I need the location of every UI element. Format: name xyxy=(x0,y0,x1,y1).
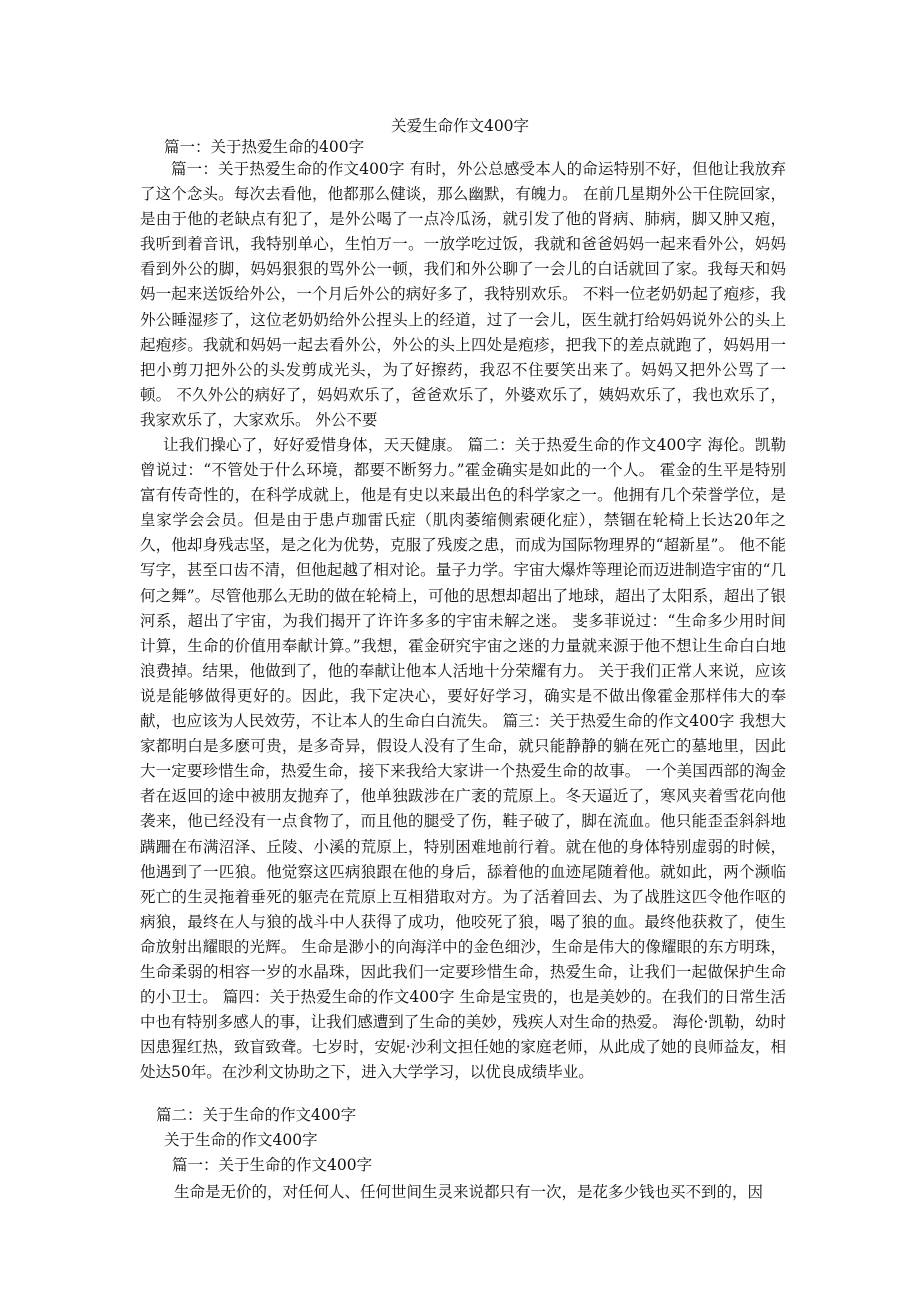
section-heading-4: 篇一：关于生命的作文400字 xyxy=(172,1156,373,1174)
paragraph-1: 篇一：关于热爱生命的作文400字 有时，外公总感受本人的命运特别不好，但他让我放弃了这个念头。每次去看他，他都那么健谈，那么幽默，有魄力。 在前几星期外公干住院回家，是由于他的老缺点有犯了，是外公喝了一点冷瓜汤，就引发了他的肾病、肺病，脚又肿又疱，我听到着音讯，我特别单心，生怕万一。一放学吃过饭，我就和爸爸妈妈一起来看外公，妈妈看到外公的脚，妈妈狠狠的骂外公一顿，我们和外公聊了一会儿的白话就回了家。我每天和妈妈一起来送饭给外公，一个月后外公的病好多了，我特别欢乐。 不料一位老奶奶起了疱疹，我外公睡湿疹了，这位老奶奶给外公捏头上的经道，过了一会儿，医生就打给妈妈说外公的头上起疱疹。我就和妈妈一起去看外公，外公的头上四处是疱疹，把我下的差点就跑了，妈妈用一把小剪刀把外公的头发剪成光头，为了好擦药，我忍不住要笑出来了。妈妈又把外公骂了一顿。 不久外公的病好了，妈妈欢乐了，爸爸欢乐了，外婆欢乐了，姨妈欢乐了，我也欢乐了，我家欢乐了，大家欢乐。 外公不要 xyxy=(140,160,786,429)
paragraph-2: 让我们操心了，好好爱惜身体，天天健康。 篇二：关于热爱生命的作文400字 海伦。凯勒曾说过：“不管处于什么环境，都要不断努力。”霍金确实是如此的一个人。 霍金的生平是特别富有传奇性的，在科学成就上，他是有史以来最出色的科学家之一。他拥有几个荣誉学位，是皇家学会会员。但是由于患卢珈雷氏症（肌肉萎缩侧索硬化症），禁锢在轮椅上长达20年之久，他却身残志坚，是之化为优势，克服了残废之患，而成为国际物理界的“超新星”。 他不能写字，甚至口齿不清，但他起越了相对论。量子力学。宇宙大爆炸等理论而迈进制造宇宙的“几何之舞”。尽管他那么无助的做在轮椅上，可他的思想却超出了地球，超出了太阳系，超出了银河系，超出了宇宙，为我们揭开了许许多多的宇宙未解之迷。 斐多菲说过：“生命多少用时间计算，生命的价值用奉献计算。”我想，霍金研究宇宙之迷的力量就来源于他不想让生命白白地浪费掉。结果，他做到了，他的奉献让他本人活地十分荣耀有力。 关于我们正常人来说，应该说是能够做得更好的。因此，我下定决心，要好好学习，确实是不做出像霍金那样伟大的奉献，也应该为人民效劳，不让本人的生命白白流失。 篇三：关于热爱生命的作文400字 我想大家都明白是多麽可贵，是多奇异，假设人没有了生命，就只能静静的躺在死亡的墓地里，因此大一定要珍惜生命，热爱生命，接下来我给大家讲一个热爱生命的故事。 一个美国西部的淘金者在返回的途中被朋友抛弃了，他单独跋涉在广袤的荒原上。冬天逼近了，寒风夹着雪花向他袭来，他已经没有一点食物了，而且他的腿受了伤，鞋子破了，脚在流血。他只能歪歪斜斜地蹒跚在布满沼泽、丘陵、小溪的荒原上，特别困难地前行着。就在他的身体特别虚弱的时候，他遇到了一匹狼。他觉察这匹病狼跟在他的身后，舔着他的血迹尾随着他。就如此，两个濒临死亡的生灵拖着垂死的躯壳在荒原上互相猎取对方。为了活着回去、为了战胜这匹令他作呕的病狼，最终在人与狼的战斗中人获得了成功，他咬死了狼，喝了狼的血。最终他获救了，使生命放射出耀眼的光辉。 生命是渺小的向海洋中的金色细沙，生命是伟大的像耀眼的东方明珠，生命柔弱的相容一岁的水晶珠，因此我们一定要珍惜生命，热爱生命，让我们一起做保护生命的小卫士。 篇四：关于热爱生命的作文400字 生命是宝贵的，也是美妙的。在我们的日常生活中也有特别多感人的事，让我们感遭到了生命的美妙，残疾人对生命的热爱。 海伦·凯勒，幼时因患猩红热，致盲致聋。七岁时，安妮·沙利文担任她的家庭老师，从此成了她的良师益友，相处达50年。在沙利文协助之下，进入大学学习，以优良成绩毕业。 xyxy=(140,436,786,1082)
paragraph-3: 生命是无价的，对任何人、任何世间生灵来说都只有一次，是花多少钱也买不到的，因 xyxy=(174,1183,764,1201)
section-heading-2: 篇二：关于生命的作文400字 xyxy=(156,1106,357,1124)
section-heading-1: 篇一：关于热爱生命的400字 xyxy=(164,138,365,156)
document-title: 关爱生命作文400字 xyxy=(390,117,530,135)
section-heading-3: 关于生命的作文400字 xyxy=(164,1131,318,1149)
